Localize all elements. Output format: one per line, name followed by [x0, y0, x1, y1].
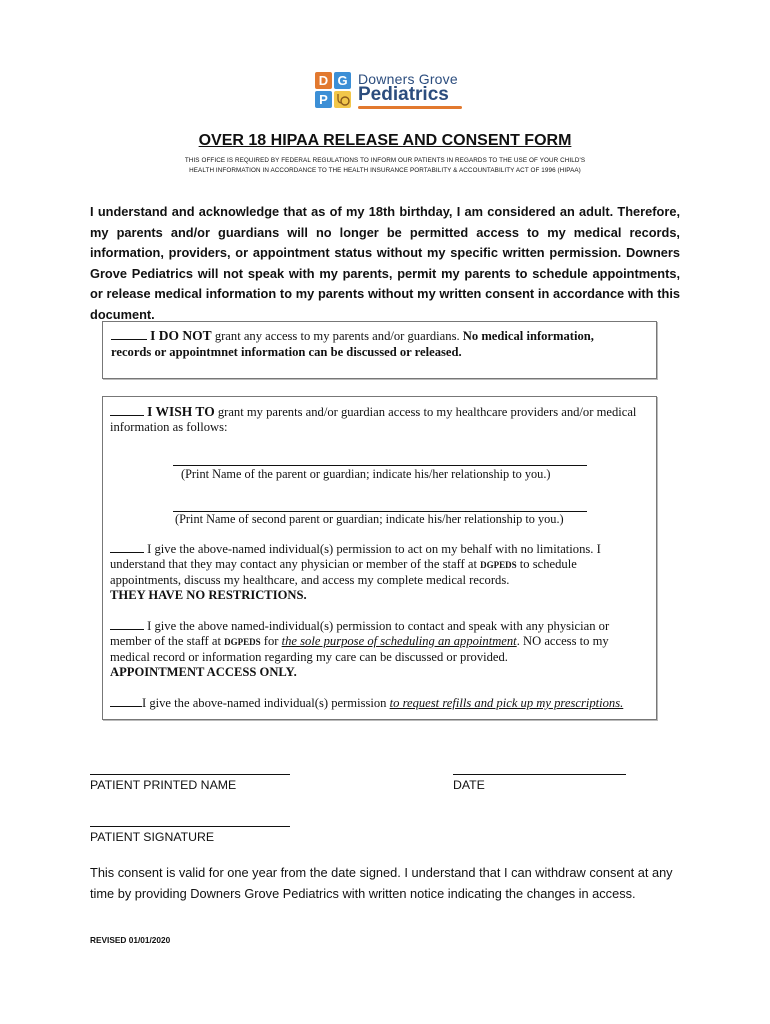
choice-b-line1: I give the above named-individual(s) permission to contact and speak with any physician or	[110, 618, 609, 635]
option-wish-to-text: grant my parents and/or guardian access to my healthcare providers and/or medical	[214, 405, 637, 419]
initial-blank-refills[interactable]	[110, 695, 142, 707]
patient-signature-label: PATIENT SIGNATURE	[90, 830, 215, 844]
revised-date: REVISED 01/01/2020	[90, 935, 171, 945]
patient-name-field[interactable]	[90, 774, 290, 775]
parent-name-caption-1: (Print Name of the parent or guardian; indicate his/her relationship to you.)	[181, 467, 551, 481]
option-wish-to-line1	[110, 404, 636, 421]
choice-b-line2: member of the staff at DGPEDS for the sole purpose of scheduling an appointment. NO access to my	[110, 634, 609, 648]
option-do-not-box	[102, 321, 657, 379]
option-do-not-bold-tail: No medical information,	[462, 329, 594, 343]
initial-blank-no-restrictions[interactable]	[110, 541, 144, 553]
logo	[314, 70, 464, 112]
date-field[interactable]	[453, 774, 626, 775]
patient-name-label: PATIENT PRINTED NAME	[90, 778, 237, 792]
choice-b-line4: APPOINTMENT ACCESS ONLY.	[110, 665, 297, 679]
logo-tile-d: D	[315, 72, 332, 89]
choice-a-line3: appointments, discuss my healthcare, and access my complete medical records.	[110, 573, 510, 587]
choice-a-line4: THEY HAVE NO RESTRICTIONS.	[110, 588, 307, 602]
logo-tiles	[314, 70, 354, 112]
parent-name-caption-2: (Print Name of second parent or guardian; indicate his/her relationship to you.)	[175, 512, 564, 526]
option-do-not-line2: records or appointmnet information can be discussed or released.	[111, 345, 462, 359]
consent-validity-paragraph: This consent is valid for one year from the date signed. I understand that I can withdraw consent at any time by providing Downers Grove Pediatrics with written notice indicating the changes in access.	[90, 865, 673, 901]
initial-blank-wish-to[interactable]	[110, 404, 144, 416]
logo-tile-p: P	[315, 91, 332, 108]
option-wish-to-line2: information as follows:	[110, 420, 228, 434]
form-title: OVER 18 HIPAA RELEASE AND CONSENT FORM	[198, 132, 572, 149]
choice-a-line2: understand that they may contact any physician or member of the staff at DGPEDS to schedule	[110, 557, 577, 571]
choice-c-line: I give the above-named individual(s) permission to request refills and pick up my prescriptions.	[110, 695, 623, 712]
form-subtitle-line1: THIS OFFICE IS REQUIRED BY FEDERAL REGULATIONS TO INFORM OUR PATIENTS IN REGARDS TO THE USE OF YOUR CHILD'S	[184, 157, 586, 164]
option-do-not-heading: I DO NOT	[150, 328, 212, 343]
intro-paragraph: I understand and acknowledge that as of my 18th birthday, I am considered an adult. Therefore, my parents and/or guardians will no longer be permitted access to my medical records, information, providers, or appointment status without my specific written permission. Downers Grove Pediatrics will not speak with my parents, permit my parents to schedule appointments, or release medical information to my parents without my written consent in accordance with this document.	[90, 204, 680, 322]
logo-tile-g: G	[334, 72, 351, 89]
parent-name-field-1[interactable]	[173, 465, 587, 466]
choice-b-line3: medical record or information regarding my care can be discussed or provided.	[110, 650, 508, 664]
patient-signature-field[interactable]	[90, 826, 290, 827]
option-wish-to-box	[102, 396, 657, 720]
option-wish-to-heading: I WISH TO	[147, 404, 215, 419]
initial-blank-appointment-only[interactable]	[110, 618, 144, 630]
choice-a-line1: I give the above-named individual(s) permission to act on my behalf with no limitations. I	[110, 541, 601, 558]
initial-blank-do-not[interactable]	[111, 328, 147, 340]
logo-text-pediatrics: Pediatrics	[358, 84, 449, 105]
option-do-not-line1	[111, 328, 594, 345]
option-do-not-text: grant any access to my parents and/or guardians.	[211, 329, 463, 343]
logo-text-downers-grove: Downers Grove	[358, 71, 458, 87]
form-subtitle-line2: HEALTH INFORMATION IN ACCORDANCE TO THE HEALTH INSURANCE PORTABILITY & ACCOUNTABILITY ACT OF 1996 (HIPAA)	[189, 167, 581, 174]
date-label: DATE	[453, 778, 485, 792]
stethoscope-icon	[334, 91, 351, 108]
logo-underline	[358, 106, 462, 109]
